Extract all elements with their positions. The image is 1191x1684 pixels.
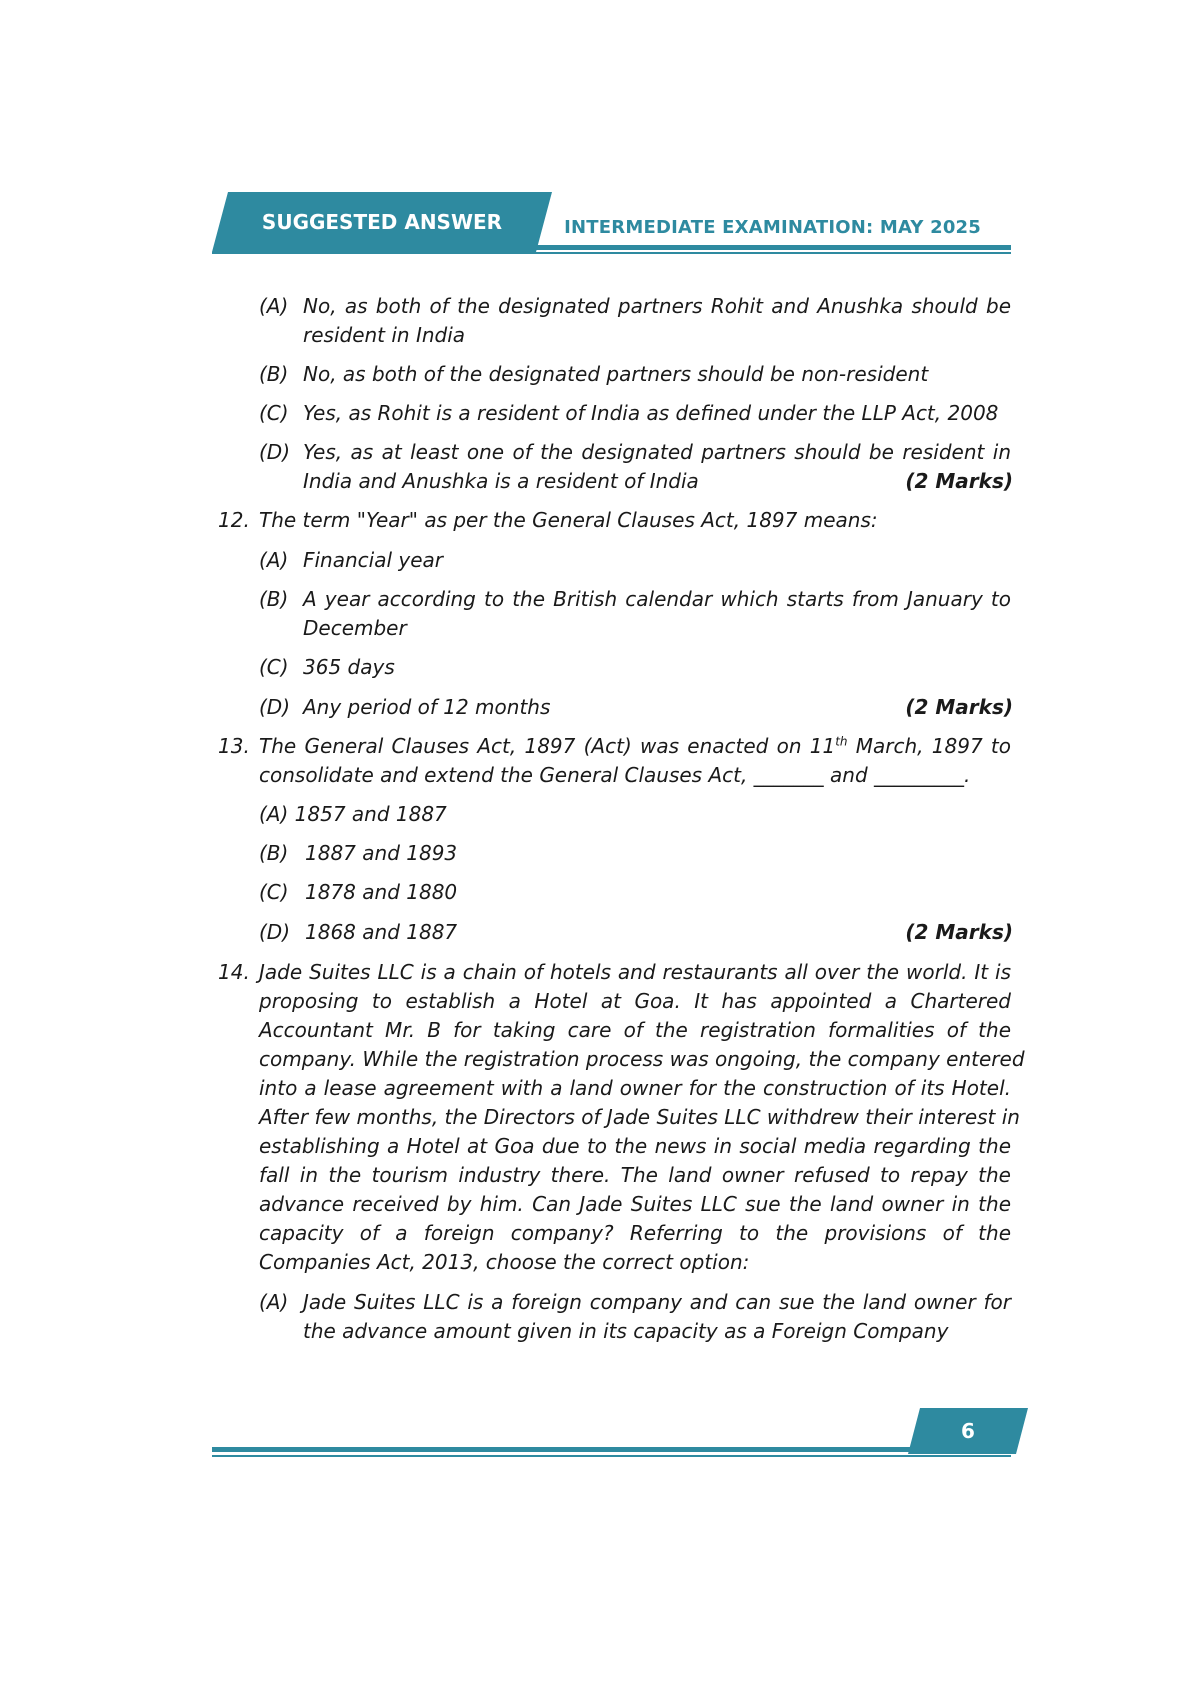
- option-text: No, as both of the designated partners should be non-resident: [303, 362, 929, 386]
- question-number: 13.: [218, 734, 250, 758]
- footer-rule: [212, 1447, 912, 1452]
- question-text-line: Companies Act, 2013, choose the correct option:: [259, 1250, 750, 1274]
- option-label: (D): [259, 695, 291, 719]
- option-text: 365 days: [303, 655, 395, 679]
- option-text: Financial year: [303, 548, 444, 572]
- marks-label: (2 Marks): [905, 695, 1013, 719]
- question-text-line: advance received by him. Can Jade Suites LLC sue the land owner in the: [259, 1192, 1011, 1216]
- option-text: December: [303, 616, 407, 640]
- option-label: (B): [259, 587, 289, 611]
- option-label: (C): [259, 880, 289, 904]
- marks-label: (2 Marks): [905, 469, 1013, 493]
- question-text-line: Jade Suites LLC is a chain of hotels and restaurants all over the world. It is: [259, 960, 1011, 984]
- question-text-line: into a lease agreement with a land owner for the construction of its Hotel.: [259, 1076, 1011, 1100]
- question-text-part: March, 1897 to: [847, 734, 1011, 758]
- option-label: (A): [259, 548, 289, 572]
- question-text-line: fall in the tourism industry there. The land owner refused to repay the: [259, 1163, 1011, 1187]
- question-text: [259, 736, 1011, 756]
- option-label: (C): [259, 655, 289, 679]
- option-text: Any period of 12 months: [303, 695, 551, 719]
- question-text-line: proposing to establish a Hotel at Goa. It has appointed a Chartered: [259, 989, 1011, 1013]
- header-rule: [536, 245, 1011, 250]
- option-label: (A): [259, 1290, 289, 1314]
- option-label: (B): [259, 841, 289, 865]
- option-text: No, as both of the designated partners Rohit and Anushka should be: [303, 294, 1011, 318]
- page-number: 6: [961, 1419, 975, 1443]
- exam-title: INTERMEDIATE EXAMINATION: MAY 2025: [564, 217, 981, 238]
- question-text-line: capacity of a foreign company? Referring to the provisions of the: [259, 1221, 1011, 1245]
- option-text: Jade Suites LLC is a foreign company and can sue the land owner for: [303, 1290, 1011, 1314]
- option-text: Yes, as Rohit is a resident of India as defined under the LLP Act, 2008: [303, 401, 999, 425]
- option-text: (A) 1857 and 1887: [259, 802, 447, 826]
- question-text-part: The General Clauses Act, 1897 (Act) was enacted on 11: [259, 734, 836, 758]
- marks-label: (2 Marks): [905, 920, 1013, 944]
- option-label: (C): [259, 401, 289, 425]
- header-rule-thin: [212, 252, 1011, 254]
- question-text: consolidate and extend the General Clauses Act, _______ and _________.: [259, 763, 971, 787]
- option-text: India and Anushka is a resident of India: [303, 469, 699, 493]
- question-text-line: company. While the registration process was ongoing, the company entered: [259, 1047, 1025, 1071]
- question-text-line: After few months, the Directors of Jade Suites LLC withdrew their interest in: [259, 1105, 1020, 1129]
- footer-rule-thin: [212, 1455, 1011, 1457]
- question-number: 12.: [218, 508, 250, 532]
- question-text: The term "Year" as per the General Clauses Act, 1897 means:: [259, 508, 878, 532]
- header-tab-title: SUGGESTED ANSWER: [261, 210, 503, 234]
- option-text: 1878 and 1880: [305, 880, 458, 904]
- question-text-line: Accountant Mr. B for taking care of the registration formalities of the: [259, 1018, 1011, 1042]
- question-number: 14.: [218, 960, 250, 984]
- option-text: 1887 and 1893: [305, 841, 458, 865]
- option-label: (A): [259, 294, 289, 318]
- option-label: (B): [259, 362, 289, 386]
- option-label: (D): [259, 440, 291, 464]
- option-text: A year according to the British calendar which starts from January to: [303, 587, 1011, 611]
- option-text: the advance amount given in its capacity as a Foreign Company: [303, 1319, 949, 1343]
- option-text: Yes, as at least one of the designated partners should be resident in: [303, 440, 1011, 464]
- ordinal-suffix: th: [835, 734, 848, 749]
- option-text: resident in India: [303, 323, 466, 347]
- option-text: 1868 and 1887: [305, 920, 458, 944]
- question-text-line: establishing a Hotel at Goa due to the news in social media regarding the: [259, 1134, 1011, 1158]
- option-label: (D): [259, 920, 291, 944]
